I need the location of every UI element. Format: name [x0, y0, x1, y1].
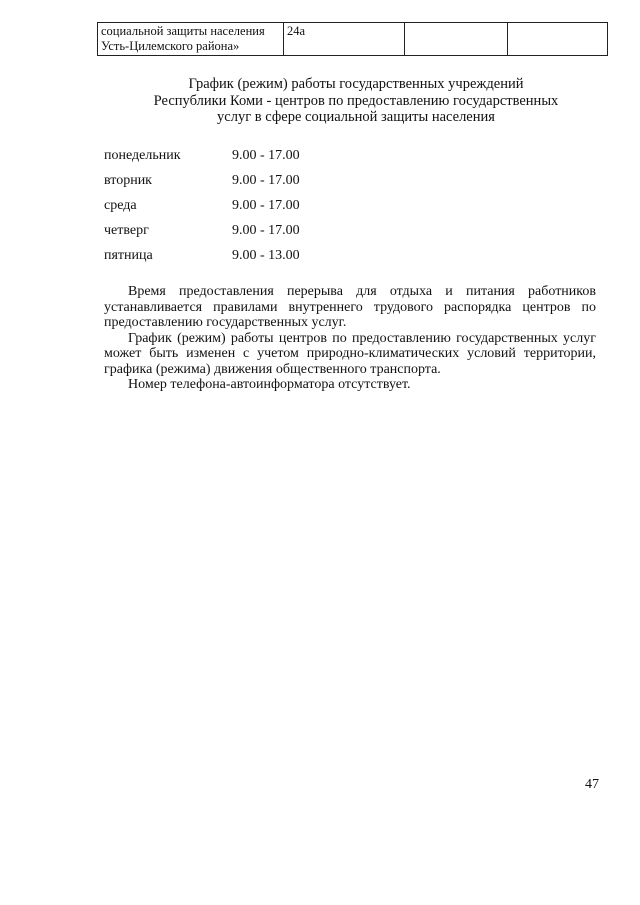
schedule-row [104, 248, 300, 273]
working-hours: 9.00 - 17.00 [232, 148, 300, 163]
continuation-table [97, 22, 608, 56]
address-cell: 24а [284, 23, 405, 56]
organization-name-line: Усть-Цилемского района» [101, 39, 240, 53]
page-number: 47 [585, 777, 599, 792]
weekday-label: четверг [104, 223, 149, 238]
paragraph-schedule-change: График (режим) работы центров по предоставлению государственных услуг может быть изменен с учетом природно-климатических условий территории, графика (режима) движения общественного транспорта. [104, 330, 596, 377]
weekday-label: среда [104, 198, 137, 213]
body-text [104, 284, 596, 393]
paragraph-break-time: Время предоставления перерыва для отдыха и питания работников устанавливается правилами внутреннего трудового распорядка центров по предоставлению государственных услуг. [104, 284, 596, 330]
organization-name-line: социальной защиты населения [101, 24, 265, 38]
weekday-label: вторник [104, 173, 152, 188]
working-hours: 9.00 - 17.00 [232, 198, 300, 213]
empty-cell [405, 23, 508, 56]
schedule-row [104, 148, 300, 173]
title-line: График (режим) работы государственных учреждений [188, 76, 524, 92]
page-title [100, 76, 612, 126]
table-row [98, 23, 608, 56]
schedule-row [104, 198, 300, 223]
organization-name-cell [98, 23, 284, 56]
weekday-label: понедельник [104, 148, 181, 163]
working-hours: 9.00 - 17.00 [232, 223, 300, 238]
schedule-row [104, 173, 300, 198]
working-hours: 9.00 - 17.00 [232, 173, 300, 188]
empty-cell [508, 23, 608, 56]
work-schedule-table [104, 148, 300, 273]
title-line: услуг в сфере социальной защиты населения [217, 109, 495, 125]
schedule-row [104, 223, 300, 248]
working-hours: 9.00 - 13.00 [232, 248, 300, 263]
paragraph-phone-info: Номер телефона-автоинформатора отсутствует. [128, 377, 411, 392]
weekday-label: пятница [104, 248, 153, 263]
title-line: Республики Коми - центров по предоставлению государственных [153, 92, 559, 109]
